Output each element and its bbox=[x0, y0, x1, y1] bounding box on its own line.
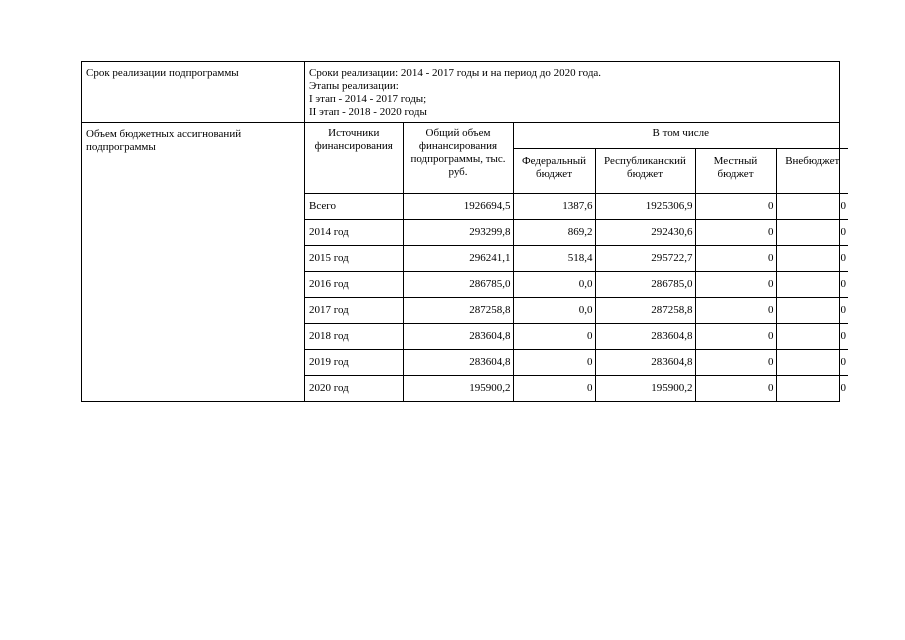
period-row bbox=[82, 62, 840, 123]
federal-cell: 1387,6 bbox=[513, 194, 595, 220]
budget-cell bbox=[305, 123, 846, 402]
header-total: Общий объем финансирования подпрограммы, тыс. руб. bbox=[403, 123, 513, 194]
financing-header-row bbox=[305, 123, 848, 149]
offbudget-cell: 0 bbox=[776, 220, 848, 246]
federal-cell: 869,2 bbox=[513, 220, 595, 246]
header-including: В том числе bbox=[513, 123, 848, 149]
offbudget-cell: 0 bbox=[776, 350, 848, 376]
federal-cell: 0 bbox=[513, 324, 595, 350]
offbudget-cell: 0 bbox=[776, 272, 848, 298]
federal-cell: 0 bbox=[513, 350, 595, 376]
total-cell: 287258,8 bbox=[403, 298, 513, 324]
offbudget-cell: 0 bbox=[776, 298, 848, 324]
source-cell: Всего bbox=[305, 194, 403, 220]
source-cell: 2014 год bbox=[305, 220, 403, 246]
total-cell: 286785,0 bbox=[403, 272, 513, 298]
source-cell: 2017 год bbox=[305, 298, 403, 324]
offbudget-cell: 0 bbox=[776, 324, 848, 350]
local-cell: 0 bbox=[695, 220, 776, 246]
table-row bbox=[305, 324, 848, 350]
local-cell: 0 bbox=[695, 350, 776, 376]
table-row bbox=[305, 376, 848, 402]
table-row bbox=[305, 246, 848, 272]
period-line: I этап - 2014 - 2017 годы; bbox=[309, 93, 427, 105]
total-cell: 195900,2 bbox=[403, 376, 513, 402]
total-cell: 296241,1 bbox=[403, 246, 513, 272]
financing-table bbox=[305, 123, 848, 401]
federal-cell: 518,4 bbox=[513, 246, 595, 272]
header-offbudget: Внебюджет bbox=[776, 149, 848, 194]
republican-cell: 195900,2 bbox=[595, 376, 695, 402]
table-row bbox=[305, 272, 848, 298]
subprogram-passport-table bbox=[81, 61, 846, 402]
source-cell: 2015 год bbox=[305, 246, 403, 272]
table-row bbox=[305, 298, 848, 324]
republican-cell: 295722,7 bbox=[595, 246, 695, 272]
header-local: Местный бюджет bbox=[695, 149, 776, 194]
table-row bbox=[305, 194, 848, 220]
republican-cell: 292430,6 bbox=[595, 220, 695, 246]
total-cell: 283604,8 bbox=[403, 350, 513, 376]
republican-cell: 287258,8 bbox=[595, 298, 695, 324]
total-cell: 283604,8 bbox=[403, 324, 513, 350]
federal-cell: 0 bbox=[513, 376, 595, 402]
total-cell: 1926694,5 bbox=[403, 194, 513, 220]
local-cell: 0 bbox=[695, 194, 776, 220]
local-cell: 0 bbox=[695, 376, 776, 402]
period-description bbox=[305, 62, 840, 123]
local-cell: 0 bbox=[695, 246, 776, 272]
local-cell: 0 bbox=[695, 298, 776, 324]
source-cell: 2018 год bbox=[305, 324, 403, 350]
offbudget-cell: 0 bbox=[776, 376, 848, 402]
table-row bbox=[305, 350, 848, 376]
local-cell: 0 bbox=[695, 272, 776, 298]
budget-row bbox=[82, 123, 840, 402]
header-republican: Республиканский бюджет bbox=[595, 149, 695, 194]
federal-cell: 0,0 bbox=[513, 298, 595, 324]
local-cell: 0 bbox=[695, 324, 776, 350]
budget-label: Объем бюджетных ассигнований подпрограммы bbox=[82, 123, 305, 402]
period-line: II этап - 2018 - 2020 годы bbox=[309, 106, 427, 118]
federal-cell: 0,0 bbox=[513, 272, 595, 298]
republican-cell: 283604,8 bbox=[595, 324, 695, 350]
table-row bbox=[305, 220, 848, 246]
source-cell: 2016 год bbox=[305, 272, 403, 298]
republican-cell: 286785,0 bbox=[595, 272, 695, 298]
period-line: Этапы реализации: bbox=[309, 80, 399, 92]
header-sources: Источники финансирования bbox=[305, 123, 403, 194]
offbudget-cell: 0 bbox=[776, 246, 848, 272]
period-line: Сроки реализации: 2014 - 2017 годы и на период до 2020 года. bbox=[309, 67, 602, 79]
source-cell: 2020 год bbox=[305, 376, 403, 402]
period-label: Срок реализации подпрограммы bbox=[82, 62, 305, 123]
republican-cell: 1925306,9 bbox=[595, 194, 695, 220]
total-cell: 293299,8 bbox=[403, 220, 513, 246]
source-cell: 2019 год bbox=[305, 350, 403, 376]
republican-cell: 283604,8 bbox=[595, 350, 695, 376]
offbudget-cell: 0 bbox=[776, 194, 848, 220]
header-federal: Федеральный бюджет bbox=[513, 149, 595, 194]
